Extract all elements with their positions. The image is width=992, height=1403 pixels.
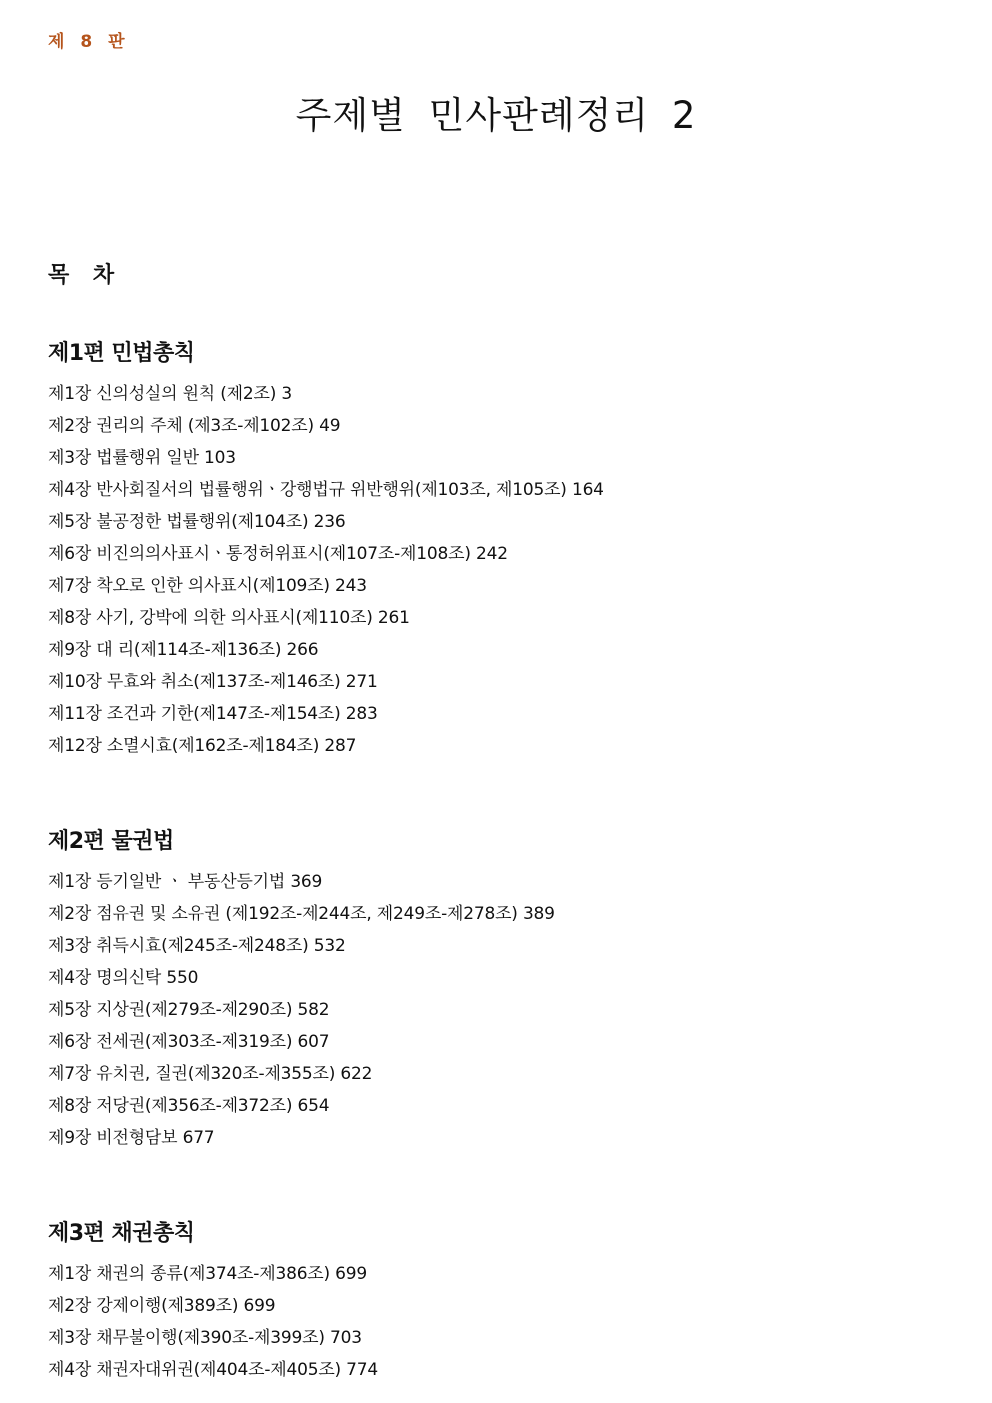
chapter-entry: 제1장 등기일반 ㆍ 부동산등기법 369 [48,872,323,892]
chapter-entry: 제5장 불공정한 법률행위(제104조) 236 [48,512,346,532]
edition-label: 제 8 판 [48,32,130,52]
part-title: 제1편 민법총칙 [48,341,195,366]
chapter-entry: 제6장 전세권(제303조-제319조) 607 [48,1032,330,1052]
toc-heading: 목 차 [48,263,123,288]
chapter-entry: 제8장 저당권(제356조-제372조) 654 [48,1096,330,1116]
chapter-entry: 제10장 무효와 취소(제137조-제146조) 271 [48,672,378,692]
chapter-entry: 제1장 채권의 종류(제374조-제386조) 699 [48,1264,368,1284]
chapter-entry: 제8장 사기, 강박에 의한 의사표시(제110조) 261 [48,608,410,628]
part-title: 제2편 물권법 [48,829,174,854]
chapter-entry: 제3장 채무불이행(제390조-제399조) 703 [48,1328,362,1348]
document-title: 주제별 민사판례정리 2 [295,94,697,137]
toc-part [48,1220,948,1386]
chapter-entry: 제3장 취득시효(제245조-제248조) 532 [48,936,346,956]
chapter-entry: 제2장 권리의 주체 (제3조-제102조) 49 [48,416,341,436]
chapter-entry: 제9장 대 리(제114조-제136조) 266 [48,640,319,660]
chapter-entry: 제4장 명의신탁 550 [48,968,199,988]
chapter-entry: 제7장 착오로 인한 의사표시(제109조) 243 [48,576,367,596]
chapter-entry: 제4장 반사회질서의 법률행위ㆍ강행법규 위반행위(제103조, 제105조) 164 [48,480,604,500]
toc-part [48,340,948,762]
chapter-entry: 제2장 점유권 및 소유권 (제192조-제244조, 제249조-제278조) 389 [48,904,555,924]
chapter-entry: 제7장 유치권, 질권(제320조-제355조) 622 [48,1064,373,1084]
chapter-entry: 제4장 채권자대위권(제404조-제405조) 774 [48,1360,379,1380]
toc-part [48,828,948,1154]
chapter-entry: 제2장 강제이행(제389조) 699 [48,1296,276,1316]
chapter-entry: 제12장 소멸시효(제162조-제184조) 287 [48,736,357,756]
chapter-entry: 제1장 신의성실의 원칙 (제2조) 3 [48,384,292,404]
part-title: 제3편 채권총칙 [48,1221,195,1246]
chapter-entry: 제6장 비진의의사표시ㆍ통정허위표시(제107조-제108조) 242 [48,544,508,564]
chapter-list [48,866,948,1154]
chapter-entry: 제5장 지상권(제279조-제290조) 582 [48,1000,330,1020]
chapter-entry: 제3장 법률행위 일반 103 [48,448,236,468]
chapter-list [48,378,948,762]
chapter-entry: 제9장 비전형담보 677 [48,1128,215,1148]
chapter-entry: 제11장 조건과 기한(제147조-제154조) 283 [48,704,378,724]
chapter-list [48,1258,948,1386]
